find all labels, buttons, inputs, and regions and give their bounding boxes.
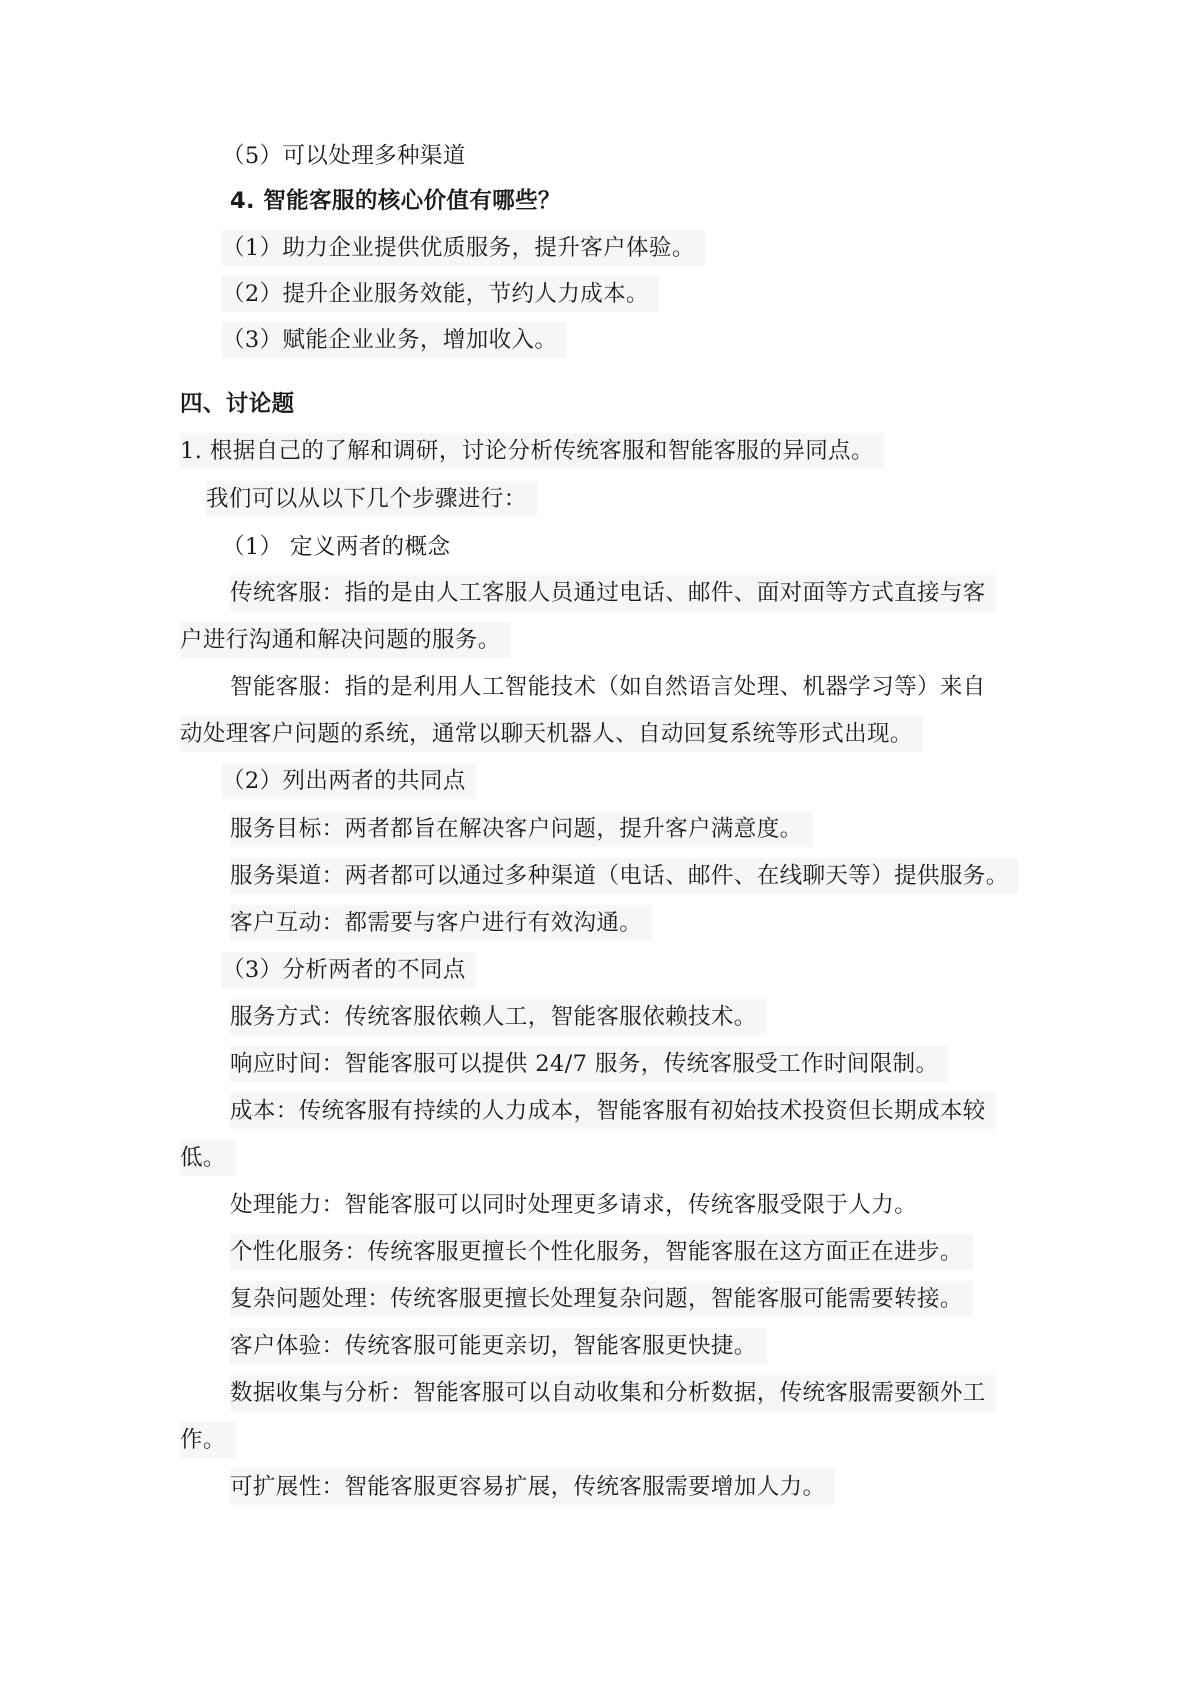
paragraph: 我们可以从以下几个步骤进行： xyxy=(206,481,537,517)
list-item: （5）可以处理多种渠道 xyxy=(222,143,466,169)
list-item: （1）助力企业提供优质服务，提升客户体验。 xyxy=(222,230,705,266)
paragraph: 响应时间：智能客服可以提供 24/7 服务，传统客服受工作时间限制。 xyxy=(230,1046,948,1082)
paragraph: 智能客服：指的是利用人工智能技术（如自然语言处理、机器学习等）来自 xyxy=(230,674,986,700)
paragraph: 服务目标：两者都旨在解决客户问题，提升客户满意度。 xyxy=(230,811,813,847)
discussion-question: 1. 根据自己的了解和调研，讨论分析传统客服和智能客服的异同点。 xyxy=(180,433,884,469)
paragraph: 成本：传统客服有持续的人力成本，智能客服有初始技术投资但长期成本较 xyxy=(230,1093,996,1129)
paragraph: 处理能力：智能客服可以同时处理更多请求，传统客服受限于人力。 xyxy=(230,1192,918,1218)
paragraph: 客户体验：传统客服可能更亲切，智能客服更快捷。 xyxy=(230,1328,767,1364)
paragraph: 客户互动：都需要与客户进行有效沟通。 xyxy=(230,905,652,941)
question-heading: 4. 智能客服的核心价值有哪些？ xyxy=(230,188,561,214)
paragraph: 动处理客户问题的系统，通常以聊天机器人、自动回复系统等形式出现。 xyxy=(180,716,923,752)
step-heading: （1） 定义两者的概念 xyxy=(222,534,451,560)
step-heading: （2）列出两者的共同点 xyxy=(222,763,476,799)
paragraph: 数据收集与分析：智能客服可以自动收集和分析数据，传统客服需要额外工 xyxy=(230,1375,996,1411)
paragraph: 服务方式：传统客服依赖人工，智能客服依赖技术。 xyxy=(230,999,767,1035)
list-item: （3）赋能企业业务，增加收入。 xyxy=(222,322,567,358)
paragraph: 复杂问题处理：传统客服更擅长处理复杂问题，智能客服可能需要转接。 xyxy=(230,1281,973,1317)
paragraph: 传统客服：指的是由人工客服人员通过电话、邮件、面对面等方式直接与客 xyxy=(230,575,996,611)
list-item: （2）提升企业服务效能，节约人力成本。 xyxy=(222,276,659,312)
paragraph: 个性化服务：传统客服更擅长个性化服务，智能客服在这方面正在进步。 xyxy=(230,1234,973,1270)
paragraph: 可扩展性：智能客服更容易扩展，传统客服需要增加人力。 xyxy=(230,1469,835,1505)
step-heading: （3）分析两者的不同点 xyxy=(222,952,476,988)
paragraph: 服务渠道：两者都可以通过多种渠道（电话、邮件、在线聊天等）提供服务。 xyxy=(230,858,1019,894)
paragraph: 作。 xyxy=(180,1422,236,1458)
section-heading: 四、讨论题 xyxy=(180,391,295,417)
paragraph: 低。 xyxy=(180,1140,236,1176)
paragraph: 户进行沟通和解决问题的服务。 xyxy=(180,622,511,658)
